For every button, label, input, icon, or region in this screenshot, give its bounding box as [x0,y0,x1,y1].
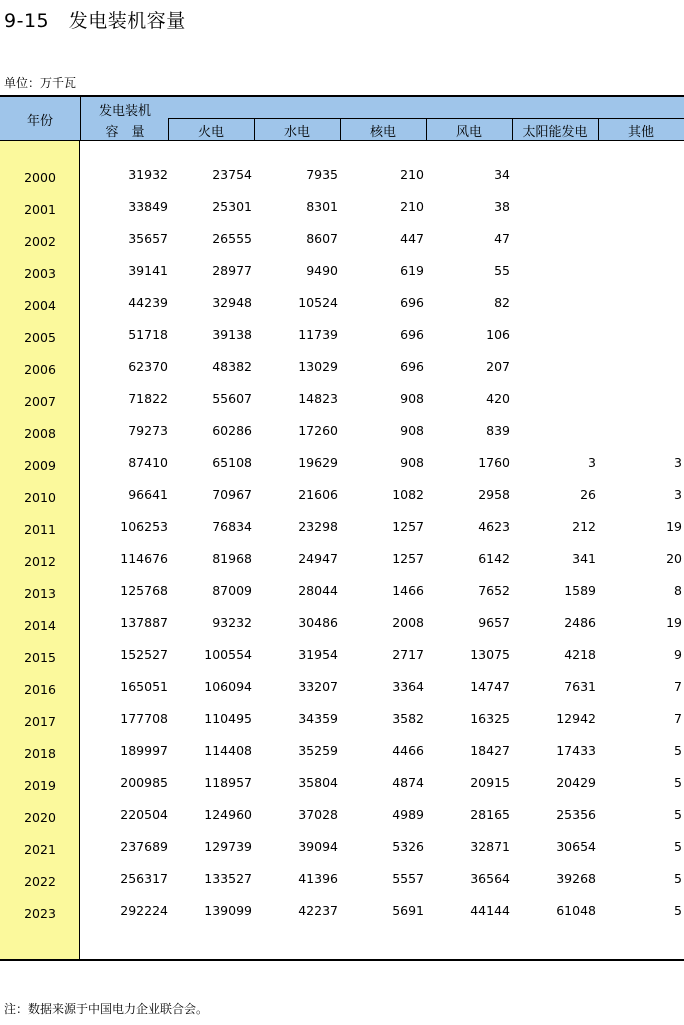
table-row [0,871,684,903]
nuclear-cell: 4989 [392,807,424,822]
thermal-cell: 26555 [212,231,252,246]
table-row [0,487,684,519]
table-row [0,679,684,711]
hydro-cell: 10524 [298,295,338,310]
hydro-cell: 7935 [306,167,338,182]
solar-cell: 1589 [564,583,596,598]
other-cell: 19 [666,615,682,630]
year-cell: 2012 [24,554,56,569]
year-cell: 2014 [24,618,56,633]
table-row [0,615,684,647]
total-cell: 62370 [128,359,168,374]
solar-cell: 20429 [556,775,596,790]
hydro-cell: 37028 [298,807,338,822]
thermal-cell: 65108 [212,455,252,470]
nuclear-cell: 2717 [392,647,424,662]
thermal-cell: 100554 [204,647,252,662]
wind-cell: 38 [494,199,510,214]
hydro-cell: 24947 [298,551,338,566]
year-cell: 2015 [24,650,56,665]
year-cell: 2021 [24,842,56,857]
header-solar: 太阳能发电 [522,125,588,140]
table-row [0,647,684,679]
nuclear-cell: 619 [400,263,424,278]
nuclear-cell: 1257 [392,551,424,566]
total-cell: 31932 [128,167,168,182]
other-cell: 7 [674,711,682,726]
wind-cell: 28165 [470,807,510,822]
wind-cell: 20915 [470,775,510,790]
nuclear-cell: 5557 [392,871,424,886]
table-row [0,775,684,807]
total-cell: 71822 [128,391,168,406]
solar-cell: 12942 [556,711,596,726]
other-cell: 7 [674,679,682,694]
solar-cell: 4218 [564,647,596,662]
wind-cell: 82 [494,295,510,310]
wind-cell: 7652 [478,583,510,598]
thermal-cell: 118957 [204,775,252,790]
thermal-cell: 106094 [204,679,252,694]
other-cell: 20 [666,551,682,566]
wind-cell: 16325 [470,711,510,726]
solar-cell: 26 [580,487,596,502]
total-cell: 79273 [128,423,168,438]
total-cell: 200985 [120,775,168,790]
year-cell: 2011 [24,522,56,537]
wind-cell: 207 [486,359,510,374]
other-cell: 3 [674,487,682,502]
total-cell: 125768 [120,583,168,598]
solar-cell: 3 [588,455,596,470]
nuclear-cell: 5326 [392,839,424,854]
header-capacity: 容 量 [105,125,145,140]
total-cell: 152527 [120,647,168,662]
table-row [0,583,684,615]
header-nuclear: 核电 [369,125,396,140]
table-row [0,391,684,423]
other-cell: 3 [674,455,682,470]
thermal-cell: 23754 [212,167,252,182]
other-cell: 5 [674,743,682,758]
wind-cell: 9657 [478,615,510,630]
table-row [0,743,684,775]
hydro-cell: 19629 [298,455,338,470]
solar-cell: 30654 [556,839,596,854]
other-cell: 19 [666,519,682,534]
nuclear-cell: 4874 [392,775,424,790]
year-cell: 2022 [24,874,56,889]
wind-cell: 13075 [470,647,510,662]
hydro-cell: 33207 [298,679,338,694]
other-cell: 5 [674,807,682,822]
thermal-cell: 133527 [204,871,252,886]
thermal-cell: 139099 [204,903,252,918]
nuclear-cell: 5691 [392,903,424,918]
nuclear-cell: 1466 [392,583,424,598]
wind-cell: 47 [494,231,510,246]
thermal-cell: 70967 [212,487,252,502]
solar-cell: 39268 [556,871,596,886]
year-cell: 2023 [24,906,56,921]
total-cell: 96641 [128,487,168,502]
total-cell: 292224 [120,903,168,918]
wind-cell: 420 [486,391,510,406]
year-cell: 2006 [24,362,56,377]
nuclear-cell: 696 [400,295,424,310]
other-cell: 5 [674,903,682,918]
nuclear-cell: 908 [400,423,424,438]
other-cell: 9 [674,647,682,662]
thermal-cell: 55607 [212,391,252,406]
solar-cell: 17433 [556,743,596,758]
hydro-cell: 34359 [298,711,338,726]
total-cell: 114676 [120,551,168,566]
nuclear-cell: 908 [400,391,424,406]
thermal-cell: 76834 [212,519,252,534]
thermal-cell: 48382 [212,359,252,374]
nuclear-cell: 1257 [392,519,424,534]
hydro-cell: 35259 [298,743,338,758]
total-cell: 39141 [128,263,168,278]
other-cell: 5 [674,871,682,886]
table-row [0,423,684,455]
source-note: 注：数据来源于中国电力企业联合会。 [4,1002,209,1016]
year-cell: 2001 [24,202,56,217]
unit-label: 单位：万千瓦 [4,76,77,90]
thermal-cell: 110495 [204,711,252,726]
other-cell: 8 [674,583,682,598]
thermal-cell: 87009 [212,583,252,598]
hydro-cell: 13029 [298,359,338,374]
table-row [0,455,684,487]
nuclear-cell: 4466 [392,743,424,758]
total-cell: 189997 [120,743,168,758]
solar-cell: 25356 [556,807,596,822]
hydro-cell: 28044 [298,583,338,598]
hydro-cell: 23298 [298,519,338,534]
table-row [0,199,684,231]
table-row [0,327,684,359]
hydro-cell: 35804 [298,775,338,790]
nuclear-cell: 3364 [392,679,424,694]
thermal-cell: 129739 [204,839,252,854]
wind-cell: 14747 [470,679,510,694]
solar-cell: 212 [572,519,596,534]
nuclear-cell: 210 [400,199,424,214]
wind-cell: 106 [486,327,510,342]
wind-cell: 4623 [478,519,510,534]
hydro-cell: 31954 [298,647,338,662]
table-row [0,231,684,263]
total-cell: 35657 [128,231,168,246]
year-cell: 2013 [24,586,56,601]
hydro-cell: 8607 [306,231,338,246]
table-row [0,711,684,743]
hydro-cell: 17260 [298,423,338,438]
nuclear-cell: 447 [400,231,424,246]
year-cell: 2002 [24,234,56,249]
header-group: 发电装机 [98,104,151,119]
year-cell: 2020 [24,810,56,825]
header-divider [80,97,81,141]
wind-cell: 1760 [478,455,510,470]
table-row [0,903,684,935]
wind-cell: 2958 [478,487,510,502]
year-cell: 2003 [24,266,56,281]
year-cell: 2004 [24,298,56,313]
header-hydro: 水电 [283,125,310,140]
solar-cell: 7631 [564,679,596,694]
other-cell: 5 [674,775,682,790]
total-cell: 51718 [128,327,168,342]
header-wind: 风电 [455,125,482,140]
total-cell: 106253 [120,519,168,534]
thermal-cell: 124960 [204,807,252,822]
solar-cell: 341 [572,551,596,566]
table-row [0,167,684,199]
year-cell: 2017 [24,714,56,729]
solar-cell: 2486 [564,615,596,630]
total-cell: 256317 [120,871,168,886]
table-row [0,359,684,391]
table-row [0,807,684,839]
nuclear-cell: 2008 [392,615,424,630]
thermal-cell: 60286 [212,423,252,438]
hydro-cell: 21606 [298,487,338,502]
hydro-cell: 39094 [298,839,338,854]
hydro-cell: 8301 [306,199,338,214]
year-cell: 2000 [24,170,56,185]
year-cell: 2008 [24,426,56,441]
wind-cell: 55 [494,263,510,278]
wind-cell: 44144 [470,903,510,918]
year-cell: 2018 [24,746,56,761]
total-cell: 87410 [128,455,168,470]
wind-cell: 36564 [470,871,510,886]
nuclear-cell: 696 [400,327,424,342]
year-cell: 2016 [24,682,56,697]
wind-cell: 34 [494,167,510,182]
other-cell: 5 [674,839,682,854]
wind-cell: 18427 [470,743,510,758]
thermal-cell: 25301 [212,199,252,214]
header-year: 年份 [26,114,53,129]
wind-cell: 32871 [470,839,510,854]
thermal-cell: 32948 [212,295,252,310]
total-cell: 177708 [120,711,168,726]
wind-cell: 839 [486,423,510,438]
hydro-cell: 42237 [298,903,338,918]
total-cell: 165051 [120,679,168,694]
nuclear-cell: 908 [400,455,424,470]
table-row [0,295,684,327]
total-cell: 44239 [128,295,168,310]
header-other: 其他 [627,125,654,140]
year-cell: 2019 [24,778,56,793]
table-row [0,551,684,583]
year-cell: 2009 [24,458,56,473]
thermal-cell: 39138 [212,327,252,342]
solar-cell: 61048 [556,903,596,918]
thermal-cell: 114408 [204,743,252,758]
year-cell: 2010 [24,490,56,505]
total-cell: 137887 [120,615,168,630]
table-bottom-rule [0,959,684,961]
year-cell: 2005 [24,330,56,345]
header-thermal: 火电 [197,125,224,140]
nuclear-cell: 1082 [392,487,424,502]
total-cell: 220504 [120,807,168,822]
thermal-cell: 81968 [212,551,252,566]
nuclear-cell: 3582 [392,711,424,726]
hydro-cell: 30486 [298,615,338,630]
thermal-cell: 28977 [212,263,252,278]
nuclear-cell: 210 [400,167,424,182]
table-row [0,839,684,871]
hydro-cell: 41396 [298,871,338,886]
hydro-cell: 11739 [298,327,338,342]
hydro-cell: 14823 [298,391,338,406]
thermal-cell: 93232 [212,615,252,630]
wind-cell: 6142 [478,551,510,566]
header-bottom-rule [0,140,684,141]
year-cell: 2007 [24,394,56,409]
hydro-cell: 9490 [306,263,338,278]
table-row [0,519,684,551]
total-cell: 237689 [120,839,168,854]
table-row [0,263,684,295]
total-cell: 33849 [128,199,168,214]
page-title: 9-15 发电装机容量 [4,10,186,32]
nuclear-cell: 696 [400,359,424,374]
